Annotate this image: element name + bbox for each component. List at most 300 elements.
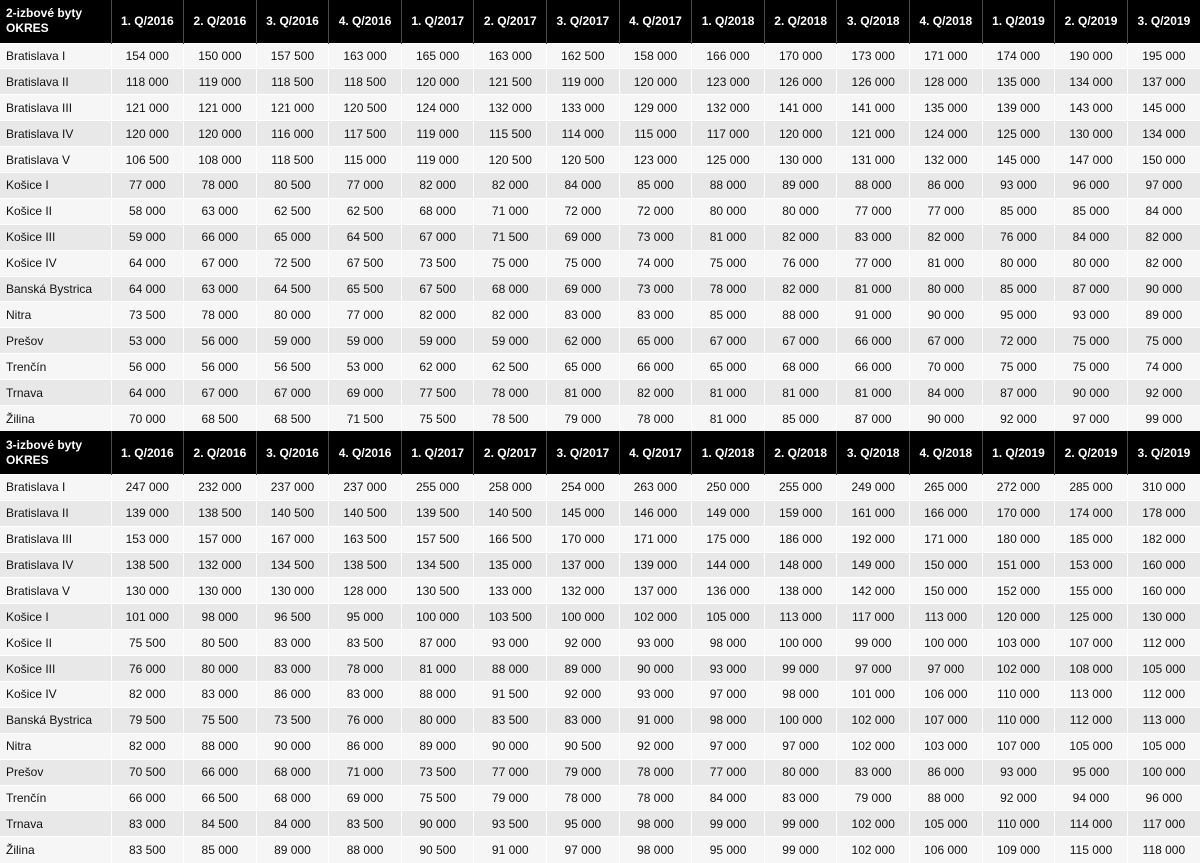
price-cell: 132 000: [910, 147, 983, 173]
price-cell: 90 500: [401, 837, 474, 863]
district-name: Košice II: [0, 630, 111, 656]
price-cell: 150 000: [1127, 147, 1200, 173]
price-cell: 75 000: [1055, 354, 1128, 380]
price-cell: 120 000: [764, 121, 837, 147]
price-cell: 76 000: [764, 250, 837, 276]
price-cell: 65 000: [619, 328, 692, 354]
price-cell: 102 000: [837, 733, 910, 759]
price-cell: 71 000: [329, 759, 402, 785]
price-cell: 161 000: [837, 500, 910, 526]
price-cell: 86 000: [256, 681, 329, 707]
price-cell: 77 500: [401, 380, 474, 406]
price-cell: 86 000: [910, 172, 983, 198]
district-name: Košice I: [0, 604, 111, 630]
price-cell: 112 000: [1127, 681, 1200, 707]
price-cell: 82 000: [764, 276, 837, 302]
price-cell: 121 000: [256, 95, 329, 121]
price-cell: 72 500: [256, 250, 329, 276]
price-cell: 115 500: [474, 121, 547, 147]
price-cell: 160 000: [1127, 578, 1200, 604]
price-cell: 79 000: [474, 785, 547, 811]
period-header: 3. Q/2019: [1127, 0, 1200, 43]
district-name: Banská Bystrica: [0, 707, 111, 733]
table-row: [0, 43, 1200, 69]
district-name: Košice I: [0, 172, 111, 198]
price-cell: 120 000: [401, 69, 474, 95]
period-header: 4. Q/2016: [329, 0, 402, 43]
district-name: Bratislava II: [0, 69, 111, 95]
price-cell: 83 500: [329, 630, 402, 656]
price-cell: 140 500: [474, 500, 547, 526]
price-cell: 68 000: [764, 354, 837, 380]
price-cell: 69 000: [547, 224, 620, 250]
price-cell: 82 000: [474, 302, 547, 328]
table-row: [0, 224, 1200, 250]
price-cell: 115 000: [1055, 837, 1128, 863]
table-row: [0, 172, 1200, 198]
price-cell: 115 000: [619, 121, 692, 147]
price-cell: 120 500: [547, 147, 620, 173]
price-cell: 62 500: [329, 198, 402, 224]
price-cell: 140 500: [329, 500, 402, 526]
price-cell: 130 000: [764, 147, 837, 173]
period-header: 3. Q/2017: [547, 0, 620, 43]
price-cell: 162 500: [547, 43, 620, 69]
price-cell: 110 000: [982, 707, 1055, 733]
price-cell: 73 000: [619, 276, 692, 302]
price-cell: 130 000: [1055, 121, 1128, 147]
price-cell: 110 000: [982, 811, 1055, 837]
price-cell: 113 000: [1127, 707, 1200, 733]
price-cell: 149 000: [837, 552, 910, 578]
price-cell: 68 500: [184, 405, 257, 431]
price-cell: 310 000: [1127, 474, 1200, 500]
price-cell: 100 000: [764, 707, 837, 733]
price-cell: 94 000: [1055, 785, 1128, 811]
price-cell: 82 000: [474, 172, 547, 198]
price-cell: 84 000: [910, 380, 983, 406]
price-cell: 173 000: [837, 43, 910, 69]
period-header: 2. Q/2016: [184, 431, 257, 474]
price-cell: 59 000: [256, 328, 329, 354]
price-cell: 82 000: [111, 681, 184, 707]
price-cell: 105 000: [910, 811, 983, 837]
price-cell: 66 000: [184, 224, 257, 250]
price-cell: 92 000: [619, 733, 692, 759]
district-name: Banská Bystrica: [0, 276, 111, 302]
price-cell: 66 000: [111, 785, 184, 811]
price-cell: 100 000: [547, 604, 620, 630]
price-cell: 135 000: [474, 552, 547, 578]
price-cell: 125 000: [692, 147, 765, 173]
price-cell: 70 000: [111, 405, 184, 431]
price-cell: 83 000: [547, 707, 620, 733]
price-cell: 70 500: [111, 759, 184, 785]
price-cell: 170 000: [764, 43, 837, 69]
price-cell: 82 000: [1127, 224, 1200, 250]
price-cell: 116 000: [256, 121, 329, 147]
price-cell: 93 000: [1055, 302, 1128, 328]
price-cell: 65 000: [692, 354, 765, 380]
section-title: [0, 431, 111, 474]
price-cell: 97 000: [692, 733, 765, 759]
section-title-apartment-type: 3-izbové byty: [6, 437, 83, 452]
period-header: 4. Q/2017: [619, 431, 692, 474]
price-cell: 98 000: [692, 630, 765, 656]
price-cell: 120 000: [619, 69, 692, 95]
price-cell: 75 000: [692, 250, 765, 276]
price-cell: 91 000: [619, 707, 692, 733]
price-cell: 171 000: [910, 43, 983, 69]
price-cell: 70 000: [910, 354, 983, 380]
price-cell: 103 000: [910, 733, 983, 759]
price-cell: 129 000: [619, 95, 692, 121]
price-cell: 79 000: [547, 759, 620, 785]
price-cell: 56 000: [111, 354, 184, 380]
price-cell: 143 000: [1055, 95, 1128, 121]
price-cell: 93 000: [619, 630, 692, 656]
price-cell: 134 500: [401, 552, 474, 578]
period-header: 1. Q/2016: [111, 0, 184, 43]
table-row: [0, 785, 1200, 811]
price-cell: 147 000: [1055, 147, 1128, 173]
price-cell: 82 000: [401, 302, 474, 328]
district-name: Bratislava V: [0, 578, 111, 604]
price-cell: 67 000: [692, 328, 765, 354]
price-cell: 62 000: [401, 354, 474, 380]
price-cell: 73 500: [401, 250, 474, 276]
price-cell: 171 000: [910, 526, 983, 552]
price-cell: 59 000: [329, 328, 402, 354]
price-cell: 137 000: [547, 552, 620, 578]
price-cell: 89 000: [401, 733, 474, 759]
price-cell: 232 000: [184, 474, 257, 500]
price-cell: 78 000: [619, 785, 692, 811]
price-cell: 138 000: [764, 578, 837, 604]
price-cell: 77 000: [329, 172, 402, 198]
price-cell: 165 000: [401, 43, 474, 69]
price-cell: 106 500: [111, 147, 184, 173]
price-cell: 166 000: [692, 43, 765, 69]
price-cell: 157 500: [256, 43, 329, 69]
period-header: 3. Q/2018: [837, 431, 910, 474]
table-row: [0, 604, 1200, 630]
district-name: Bratislava I: [0, 43, 111, 69]
table-row: [0, 69, 1200, 95]
table-row: [0, 707, 1200, 733]
price-cell: 84 000: [1127, 198, 1200, 224]
period-header: 1. Q/2019: [982, 0, 1055, 43]
price-cell: 65 000: [256, 224, 329, 250]
price-cell: 75 000: [1127, 328, 1200, 354]
price-cell: 76 000: [329, 707, 402, 733]
price-cell: 83 500: [111, 837, 184, 863]
price-cell: 85 000: [619, 172, 692, 198]
price-cell: 56 000: [184, 328, 257, 354]
table-row: [0, 328, 1200, 354]
price-cell: 97 000: [547, 837, 620, 863]
price-cell: 95 000: [982, 302, 1055, 328]
price-cell: 103 500: [474, 604, 547, 630]
price-cell: 68 500: [256, 405, 329, 431]
price-cell: 146 000: [619, 500, 692, 526]
price-cell: 130 000: [184, 578, 257, 604]
price-cell: 166 500: [474, 526, 547, 552]
district-name: Trenčín: [0, 785, 111, 811]
price-cell: 93 000: [692, 656, 765, 682]
price-cell: 78 000: [184, 302, 257, 328]
price-cell: 75 500: [401, 405, 474, 431]
price-cell: 107 000: [910, 707, 983, 733]
price-cell: 160 000: [1127, 552, 1200, 578]
price-cell: 67 000: [184, 250, 257, 276]
price-cell: 91 000: [474, 837, 547, 863]
price-cell: 89 000: [256, 837, 329, 863]
price-cell: 92 000: [547, 681, 620, 707]
price-cell: 118 000: [1127, 837, 1200, 863]
price-cell: 83 500: [474, 707, 547, 733]
price-cell: 73 500: [401, 759, 474, 785]
price-cell: 119 000: [401, 121, 474, 147]
price-cell: 74 000: [1127, 354, 1200, 380]
price-cell: 113 000: [1055, 681, 1128, 707]
price-cell: 100 000: [1127, 759, 1200, 785]
period-header: 1. Q/2016: [111, 431, 184, 474]
district-name: Košice IV: [0, 681, 111, 707]
price-cell: 80 000: [1055, 250, 1128, 276]
price-cell: 121 500: [474, 69, 547, 95]
price-cell: 137 000: [1127, 69, 1200, 95]
price-cell: 78 000: [184, 172, 257, 198]
district-name: Nitra: [0, 733, 111, 759]
price-cell: 79 000: [837, 785, 910, 811]
price-cell: 152 000: [982, 578, 1055, 604]
price-cell: 96 500: [256, 604, 329, 630]
table-row: [0, 302, 1200, 328]
table-row: [0, 500, 1200, 526]
price-cell: 167 000: [256, 526, 329, 552]
price-cell: 178 000: [1127, 500, 1200, 526]
price-cell: 117 500: [329, 121, 402, 147]
price-cell: 118 500: [256, 69, 329, 95]
price-cell: 90 000: [910, 405, 983, 431]
price-cell: 153 000: [1055, 552, 1128, 578]
price-cell: 85 000: [692, 302, 765, 328]
price-cell: 93 000: [982, 172, 1055, 198]
price-cell: 77 000: [474, 759, 547, 785]
price-cell: 72 000: [547, 198, 620, 224]
price-cell: 95 000: [547, 811, 620, 837]
table-row: [0, 552, 1200, 578]
price-cell: 71 500: [329, 405, 402, 431]
price-cell: 107 000: [982, 733, 1055, 759]
price-cell: 79 000: [547, 405, 620, 431]
price-cell: 132 000: [474, 95, 547, 121]
district-name: Bratislava IV: [0, 121, 111, 147]
price-cell: 97 000: [837, 656, 910, 682]
district-name: Bratislava V: [0, 147, 111, 173]
price-cell: 83 000: [256, 630, 329, 656]
price-cell: 59 000: [474, 328, 547, 354]
price-cell: 83 000: [329, 681, 402, 707]
price-cell: 53 000: [111, 328, 184, 354]
price-cell: 237 000: [256, 474, 329, 500]
period-header: 4. Q/2018: [910, 431, 983, 474]
price-cell: 114 000: [1055, 811, 1128, 837]
price-cell: 68 000: [474, 276, 547, 302]
price-cell: 139 000: [982, 95, 1055, 121]
table-row: [0, 380, 1200, 406]
price-cell: 75 000: [474, 250, 547, 276]
price-cell: 112 000: [1055, 707, 1128, 733]
price-cell: 77 000: [111, 172, 184, 198]
price-cell: 65 000: [547, 354, 620, 380]
table-row: [0, 656, 1200, 682]
price-cell: 103 000: [982, 630, 1055, 656]
section-title-district-label: OKRES: [6, 21, 49, 36]
price-cell: 141 000: [837, 95, 910, 121]
price-cell: 137 000: [619, 578, 692, 604]
price-cell: 120 500: [329, 95, 402, 121]
price-cell: 134 500: [256, 552, 329, 578]
district-name: Bratislava III: [0, 526, 111, 552]
price-cell: 66 000: [184, 759, 257, 785]
price-cell: 67 500: [329, 250, 402, 276]
price-cell: 265 000: [910, 474, 983, 500]
period-header: 1. Q/2019: [982, 431, 1055, 474]
price-cell: 155 000: [1055, 578, 1128, 604]
price-cell: 130 000: [111, 578, 184, 604]
price-cell: 99 000: [837, 630, 910, 656]
price-cell: 110 000: [982, 681, 1055, 707]
table-row: [0, 354, 1200, 380]
district-name: Prešov: [0, 759, 111, 785]
price-cell: 92 000: [982, 405, 1055, 431]
price-cell: 75 500: [111, 630, 184, 656]
price-cell: 90 000: [401, 811, 474, 837]
price-cell: 102 000: [837, 811, 910, 837]
price-cell: 255 000: [764, 474, 837, 500]
price-cell: 88 000: [910, 785, 983, 811]
price-cell: 139 000: [619, 552, 692, 578]
price-cell: 97 000: [910, 656, 983, 682]
price-cell: 78 000: [619, 405, 692, 431]
price-cell: 285 000: [1055, 474, 1128, 500]
price-cell: 76 000: [111, 656, 184, 682]
price-cell: 81 000: [837, 276, 910, 302]
price-cell: 82 000: [111, 733, 184, 759]
district-name: Trnava: [0, 380, 111, 406]
price-cell: 67 000: [764, 328, 837, 354]
price-cell: 85 000: [764, 405, 837, 431]
section-header-row: [0, 0, 1200, 43]
price-cell: 67 000: [401, 224, 474, 250]
price-cell: 98 000: [184, 604, 257, 630]
price-cell: 272 000: [982, 474, 1055, 500]
price-cell: 83 000: [256, 656, 329, 682]
price-cell: 163 000: [474, 43, 547, 69]
price-cell: 174 000: [982, 43, 1055, 69]
price-cell: 132 000: [692, 95, 765, 121]
period-header: 2. Q/2018: [764, 0, 837, 43]
price-cell: 72 000: [982, 328, 1055, 354]
price-cell: 107 000: [1055, 630, 1128, 656]
price-cell: 119 000: [547, 69, 620, 95]
price-cell: 145 000: [1127, 95, 1200, 121]
district-name: Bratislava IV: [0, 552, 111, 578]
price-cell: 84 000: [1055, 224, 1128, 250]
price-cell: 124 000: [401, 95, 474, 121]
price-cell: 101 000: [837, 681, 910, 707]
price-cell: 185 000: [1055, 526, 1128, 552]
price-cell: 67 000: [256, 380, 329, 406]
price-cell: 82 000: [401, 172, 474, 198]
price-cell: 119 000: [401, 147, 474, 173]
price-cell: 114 000: [547, 121, 620, 147]
price-cell: 138 500: [329, 552, 402, 578]
price-cell: 82 000: [619, 380, 692, 406]
price-cell: 81 000: [764, 380, 837, 406]
price-cell: 58 000: [111, 198, 184, 224]
price-cell: 56 500: [256, 354, 329, 380]
period-header: 1. Q/2018: [692, 431, 765, 474]
price-cell: 83 000: [184, 681, 257, 707]
district-name: Košice III: [0, 224, 111, 250]
price-cell: 139 000: [111, 500, 184, 526]
price-cell: 78 000: [692, 276, 765, 302]
table-row: [0, 811, 1200, 837]
period-header: 2. Q/2019: [1055, 431, 1128, 474]
price-cell: 80 500: [184, 630, 257, 656]
price-cell: 74 000: [619, 250, 692, 276]
price-cell: 81 000: [837, 380, 910, 406]
district-name: Košice II: [0, 198, 111, 224]
price-cell: 106 000: [910, 681, 983, 707]
price-cell: 166 000: [910, 500, 983, 526]
price-cell: 78 000: [329, 656, 402, 682]
price-cell: 113 000: [910, 604, 983, 630]
price-cell: 87 000: [982, 380, 1055, 406]
price-cell: 67 500: [401, 276, 474, 302]
district-name: Košice III: [0, 656, 111, 682]
price-cell: 254 000: [547, 474, 620, 500]
price-cell: 174 000: [1055, 500, 1128, 526]
price-cell: 97 000: [764, 733, 837, 759]
price-cell: 80 000: [401, 707, 474, 733]
price-cell: 87 000: [401, 630, 474, 656]
price-cell: 105 000: [692, 604, 765, 630]
section-title-apartment-type: 2-izbové byty: [6, 6, 83, 21]
price-cell: 97 000: [692, 681, 765, 707]
price-cell: 126 000: [837, 69, 910, 95]
price-cell: 97 000: [1127, 172, 1200, 198]
price-cell: 112 000: [1127, 630, 1200, 656]
price-cell: 120 000: [111, 121, 184, 147]
price-cell: 90 500: [547, 733, 620, 759]
district-name: Žilina: [0, 837, 111, 863]
period-header: 3. Q/2017: [547, 431, 620, 474]
period-header: 1. Q/2017: [401, 431, 474, 474]
price-cell: 88 000: [837, 172, 910, 198]
price-cell: 75 000: [547, 250, 620, 276]
price-cell: 67 000: [184, 380, 257, 406]
table-row: [0, 405, 1200, 431]
price-cell: 90 000: [1055, 380, 1128, 406]
price-cell: 158 000: [619, 43, 692, 69]
price-cell: 128 000: [329, 578, 402, 604]
price-cell: 92 000: [547, 630, 620, 656]
period-header: 4. Q/2017: [619, 0, 692, 43]
